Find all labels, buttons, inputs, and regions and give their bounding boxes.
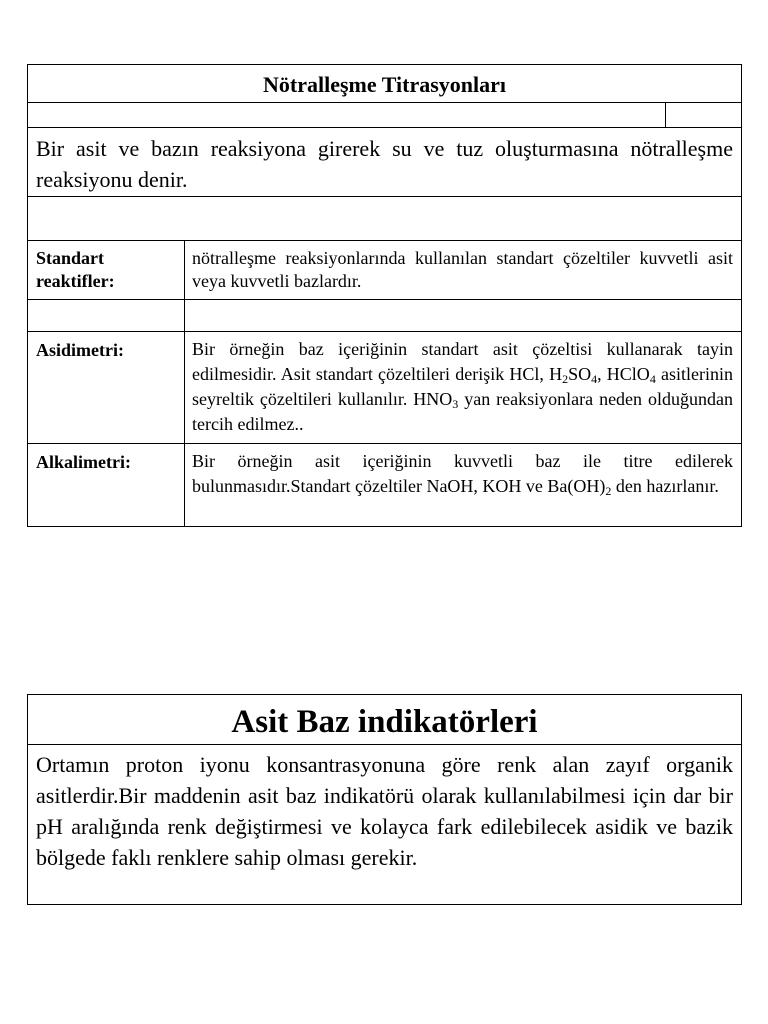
table1-intro: Bir asit ve bazın reaksiyona girerek su ve tuz oluşturmasına nötralleşme reaksiyonu denir. <box>36 136 733 192</box>
asidimetri-desc: Bir örneğin baz içeriğinin standart asit çözeltisi kullanarak tayin edilmesidir. Asit standart çözeltileri derişik HCl, $H_2SO_4$, HClO$_4$ asitlerinin seyreltik çözeltileri kullanılır. $HNO_3$ yan reaksiyonlara neden olduğundan tercih edilmez.. <box>192 339 733 434</box>
table2-title: Asit Baz indikatörleri <box>231 704 538 740</box>
table2-body: Ortamın proton iyonu konsantrasyonuna göre renk alan zayıf organik asitlerdir.Bir maddenin asit baz indikatörü olarak kullanılabilmesi için dar bir pH aralığında renk değiştirmesi ve kolayca fark edilebilecek asidik ve bazik bölgede faklı renklere sahip olması gerekir. <box>36 752 733 870</box>
alkalimetri-label: Alkalimetri: <box>36 452 131 472</box>
asidimetri-label: Asidimetri: <box>36 340 124 360</box>
standart-reaktifler-desc: nötralleşme reaksiyonlarında kullanılan standart çözeltiler kuvvetli asit veya kuvvetli bazlardır. <box>192 248 733 291</box>
table1-title: Nötralleşme Titrasyonları <box>263 72 506 97</box>
alkalimetri-desc: Bir örneğin asit içeriğinin kuvvetli baz ile titre edilerek bulunmasıdır.Standart çözeltiler NaOH, KOH ve $Ba(OH)_2$ den hazırlanır. <box>192 451 733 498</box>
standart-reaktifler-label: Standart reaktifler: <box>36 248 115 291</box>
